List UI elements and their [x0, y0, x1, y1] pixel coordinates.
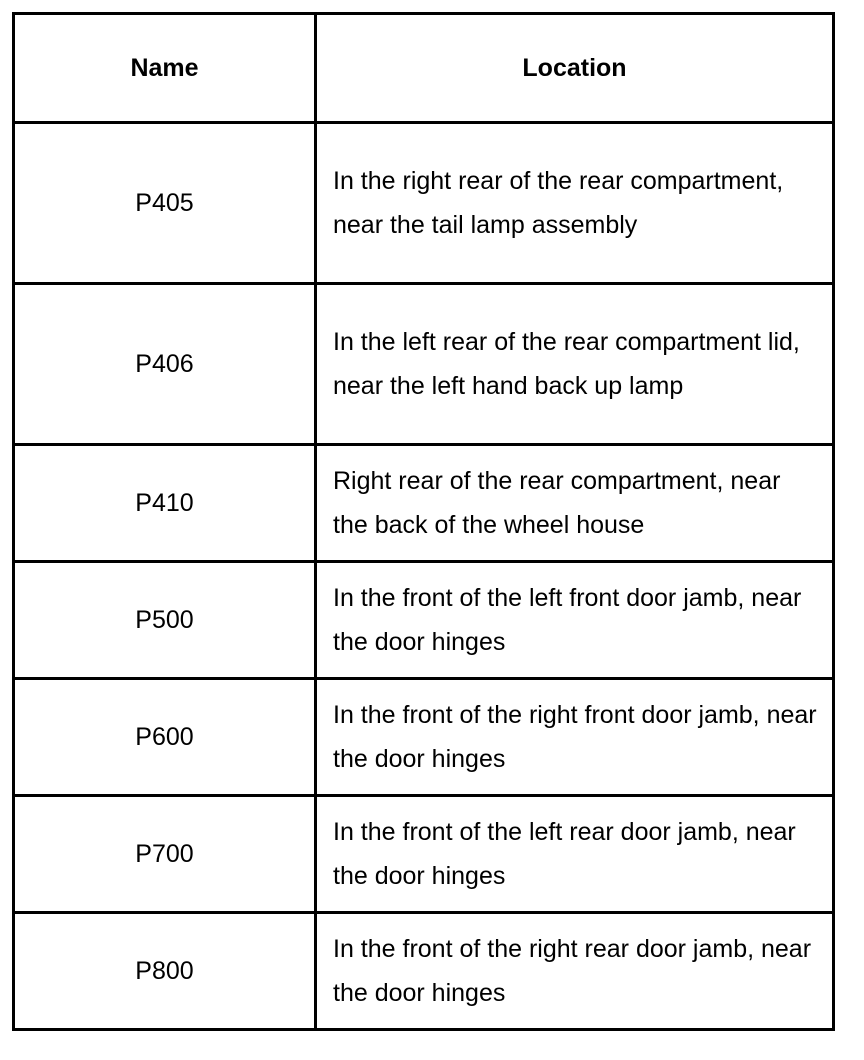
connector-location-cell: In the front of the left rear door jamb, near the door hinges	[316, 796, 834, 913]
connector-location-cell: In the right rear of the rear compartment, near the tail lamp assembly	[316, 123, 834, 284]
table-row	[14, 679, 834, 796]
connector-location-cell: In the front of the right rear door jamb, near the door hinges	[316, 913, 834, 1030]
connector-name-cell: P700	[14, 796, 316, 913]
connector-location-cell: Right rear of the rear compartment, near the back of the wheel house	[316, 445, 834, 562]
connector-name-cell: P410	[14, 445, 316, 562]
connector-name-cell: P405	[14, 123, 316, 284]
table-row	[14, 123, 834, 284]
table-row	[14, 562, 834, 679]
connector-location-table	[12, 12, 835, 1031]
connector-name-cell: P406	[14, 284, 316, 445]
connector-name-cell: P800	[14, 913, 316, 1030]
table-row	[14, 445, 834, 562]
name-column-header: Name	[14, 14, 316, 123]
connector-location-cell: In the front of the right front door jamb, near the door hinges	[316, 679, 834, 796]
connector-location-cell: In the front of the left front door jamb, near the door hinges	[316, 562, 834, 679]
connector-location-cell: In the left rear of the rear compartment lid, near the left hand back up lamp	[316, 284, 834, 445]
connector-name-cell: P600	[14, 679, 316, 796]
table-row	[14, 284, 834, 445]
table-row	[14, 913, 834, 1030]
table-row	[14, 796, 834, 913]
connector-name-cell: P500	[14, 562, 316, 679]
location-column-header: Location	[316, 14, 834, 123]
header-row	[14, 14, 834, 123]
